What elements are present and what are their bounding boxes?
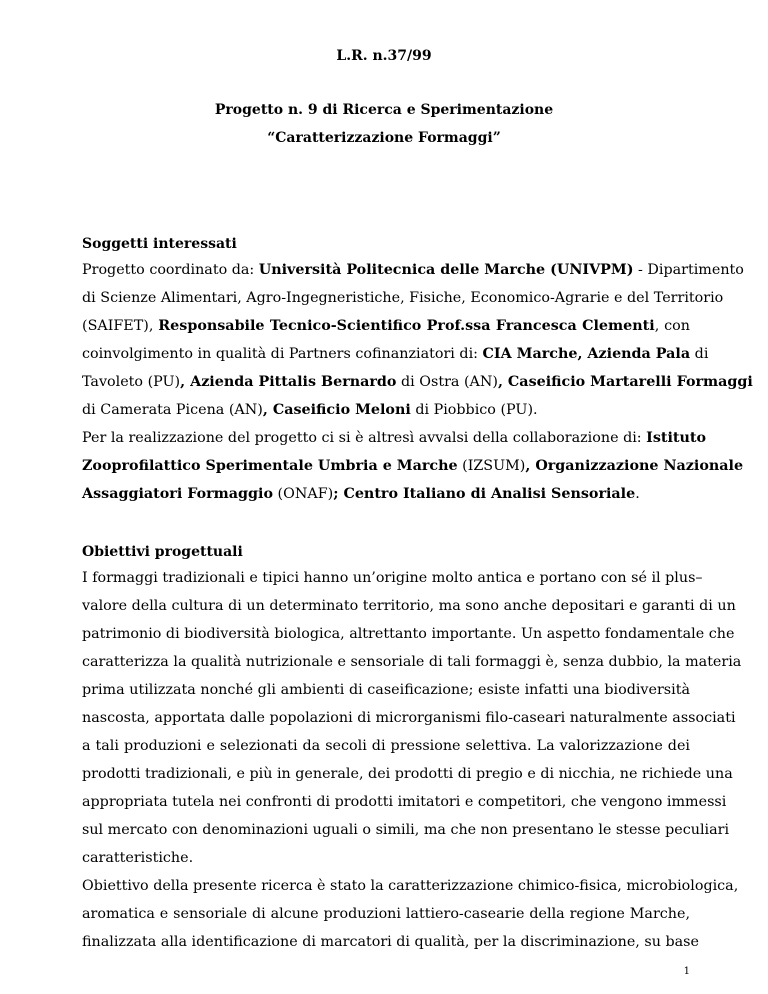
text-line: valore della cultura di un determinato territorio, ma sono anche depositari e garanti di un bbox=[82, 598, 736, 614]
project-title: “Caratterizzazione Formaggi” bbox=[267, 130, 501, 146]
text-line: appropriata tutela nei confronti di prodotti imitatori e competitori, che vengono immessi bbox=[82, 794, 727, 810]
text-line: prima utilizzata nonché gli ambienti di caseificazione; esiste infatti una biodiversità bbox=[82, 682, 690, 698]
section-heading-obiettivi: Obiettivi progettuali bbox=[82, 544, 243, 560]
text-line: sul mercato con denominazioni uguali o simili, ma che non presentano le stesse peculiari bbox=[82, 822, 730, 838]
text-line: caratteristiche. bbox=[82, 850, 194, 866]
text-line: caratterizza la qualità nutrizionale e sensoriale di tali formaggi è, senza dubbio, la materia bbox=[82, 654, 742, 670]
text-line: Per la realizzazione del progetto ci si è altresì avvalsi della collaborazione di: Istituto bbox=[82, 430, 707, 446]
text-line: Zooprofilattico Sperimentale Umbria e Marche (IZSUM), Organizzazione Nazionale bbox=[82, 458, 744, 474]
text-line: Progetto coordinato da: Università Politecnica delle Marche (UNIVPM) - Dipartimento bbox=[82, 262, 744, 278]
project-number: Progetto n. 9 di Ricerca e Sperimentazione bbox=[214, 102, 554, 118]
text-line: aromatica e sensoriale di alcune produzioni lattiero-casearie della regione Marche, bbox=[82, 906, 690, 922]
text-line: di Camerata Picena (AN), Caseificio Meloni di Piobbico (PU). bbox=[82, 402, 538, 418]
text-line: a tali produzioni e selezionati da secoli di pressione selettiva. La valorizzazione dei bbox=[82, 738, 690, 754]
section-heading-soggetti: Soggetti interessati bbox=[82, 236, 237, 252]
text-line: finalizzata alla identificazione di marcatori di qualità, per la discriminazione, su base bbox=[82, 934, 699, 950]
text-line: di Scienze Alimentari, Agro-Ingegneristiche, Fisiche, Economico-Agrarie e del Territorio bbox=[82, 290, 724, 306]
text-line: I formaggi tradizionali e tipici hanno un’origine molto antica e portano con sé il plus– bbox=[82, 570, 703, 586]
obiettivi-paragraph bbox=[82, 564, 742, 956]
text-line: Obiettivo della presente ricerca è stato la caratterizzazione chimico-fisica, microbiologica, bbox=[82, 878, 739, 894]
law-reference: L.R. n.37/99 bbox=[336, 48, 432, 64]
text-line: (SAIFET), Responsabile Tecnico-Scientifico Prof.ssa Francesca Clementi, con bbox=[82, 318, 690, 334]
text-line: Assaggiatori Formaggio (ONAF); Centro Italiano di Analisi Sensoriale. bbox=[82, 486, 640, 502]
page-number: 1 bbox=[683, 966, 690, 977]
text-line: nascosta, apportata dalle popolazioni di microrganismi filo-caseari naturalmente associati bbox=[82, 710, 736, 726]
soggetti-paragraph bbox=[82, 256, 753, 508]
text-line: Tavoleto (PU), Azienda Pittalis Bernardo di Ostra (AN), Caseificio Martarelli Formaggi bbox=[82, 374, 753, 390]
text-line: prodotti tradizionali, e più in generale, dei prodotti di pregio e di nicchia, ne richiede una bbox=[82, 766, 733, 782]
text-line: coinvolgimento in qualità di Partners cofinanziatori di: CIA Marche, Azienda Pala di bbox=[82, 346, 709, 362]
text-line: patrimonio di biodiversità biologica, altrettanto importante. Un aspetto fondamentale che bbox=[82, 626, 735, 642]
